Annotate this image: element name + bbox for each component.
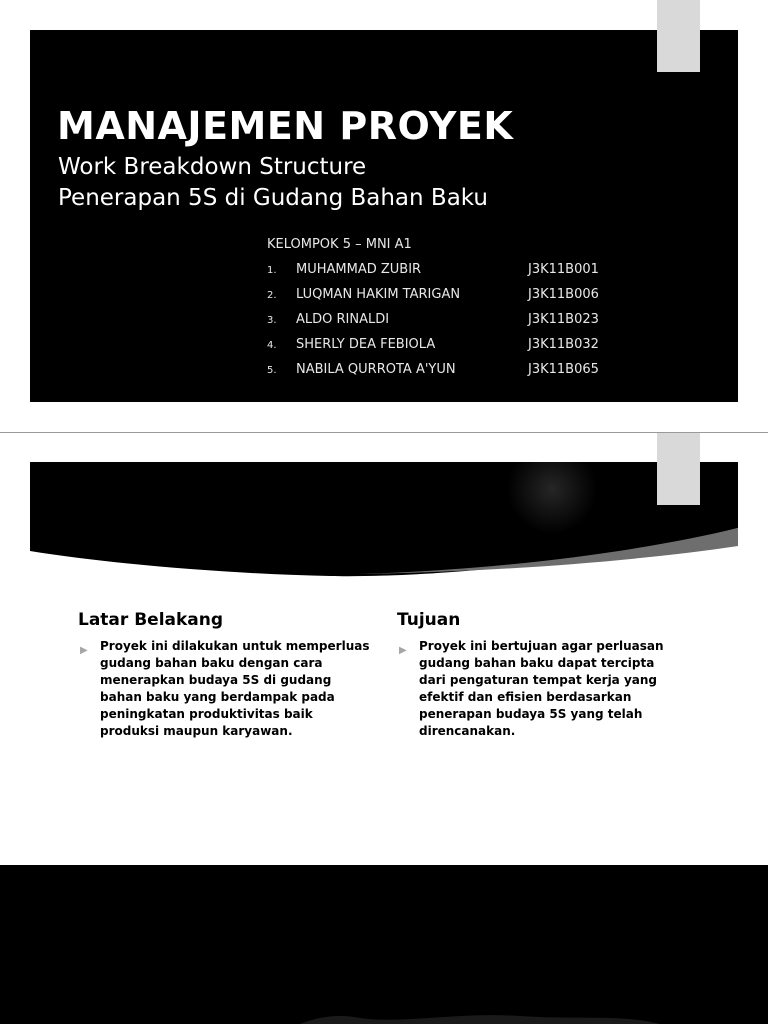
slide-tab-decoration bbox=[657, 0, 700, 72]
member-number: 5. bbox=[267, 365, 277, 376]
slide-title: MANAJEMEN PROYEK bbox=[57, 104, 514, 148]
member-name: SHERLY DEA FEBIOLA bbox=[296, 337, 436, 352]
triangle-right-icon: ▶ bbox=[399, 645, 407, 656]
triangle-right-icon: ▶ bbox=[80, 645, 88, 656]
member-number: 3. bbox=[267, 315, 277, 326]
group-label: KELOMPOK 5 – MNI A1 bbox=[267, 237, 412, 252]
slide-1[interactable] bbox=[0, 0, 768, 432]
member-name: MUHAMMAD ZUBIR bbox=[296, 262, 422, 277]
member-name: NABILA QURROTA A'YUN bbox=[296, 362, 456, 377]
slide-bottom-decoration bbox=[0, 1004, 768, 1024]
member-id: J3K11B001 bbox=[528, 262, 599, 277]
slide-3[interactable] bbox=[0, 865, 768, 1024]
member-number: 4. bbox=[267, 340, 277, 351]
slide-tab-decoration bbox=[657, 433, 700, 505]
background-text: Proyek ini dilakukan untuk memperluas gudang bahan baku dengan cara menerapkan budaya 5S di gudang bahan baku yang berdampak pada peningkatan produktivitas baik produksi maupun karyawan. bbox=[100, 639, 370, 738]
member-row bbox=[267, 260, 627, 280]
slide-2[interactable] bbox=[0, 433, 768, 865]
member-id: J3K11B065 bbox=[528, 362, 599, 377]
member-name: LUQMAN HAKIM TARIGAN bbox=[296, 287, 461, 302]
objective-heading: Tujuan bbox=[397, 610, 461, 630]
member-id: J3K11B032 bbox=[528, 337, 599, 352]
member-row bbox=[267, 310, 627, 330]
background-heading: Latar Belakang bbox=[78, 610, 224, 630]
member-name: ALDO RINALDI bbox=[296, 312, 390, 327]
slide-subtitle-line1: Work Breakdown Structure bbox=[58, 154, 367, 180]
member-number: 1. bbox=[267, 265, 277, 276]
member-row bbox=[267, 335, 627, 355]
member-id: J3K11B023 bbox=[528, 312, 599, 327]
objective-text: Proyek ini bertujuan agar perluasan gudang bahan baku dapat tercipta dari pengaturan tempat kerja yang efektif dan efisien berdasarkan penerapan budaya 5S yang telah direncanakan. bbox=[419, 639, 664, 738]
member-row bbox=[267, 360, 627, 380]
slide-header-band bbox=[30, 462, 738, 580]
member-id: J3K11B006 bbox=[528, 287, 599, 302]
member-row bbox=[267, 285, 627, 305]
slide-subtitle-line2: Penerapan 5S di Gudang Bahan Baku bbox=[58, 185, 488, 211]
member-number: 2. bbox=[267, 290, 277, 301]
